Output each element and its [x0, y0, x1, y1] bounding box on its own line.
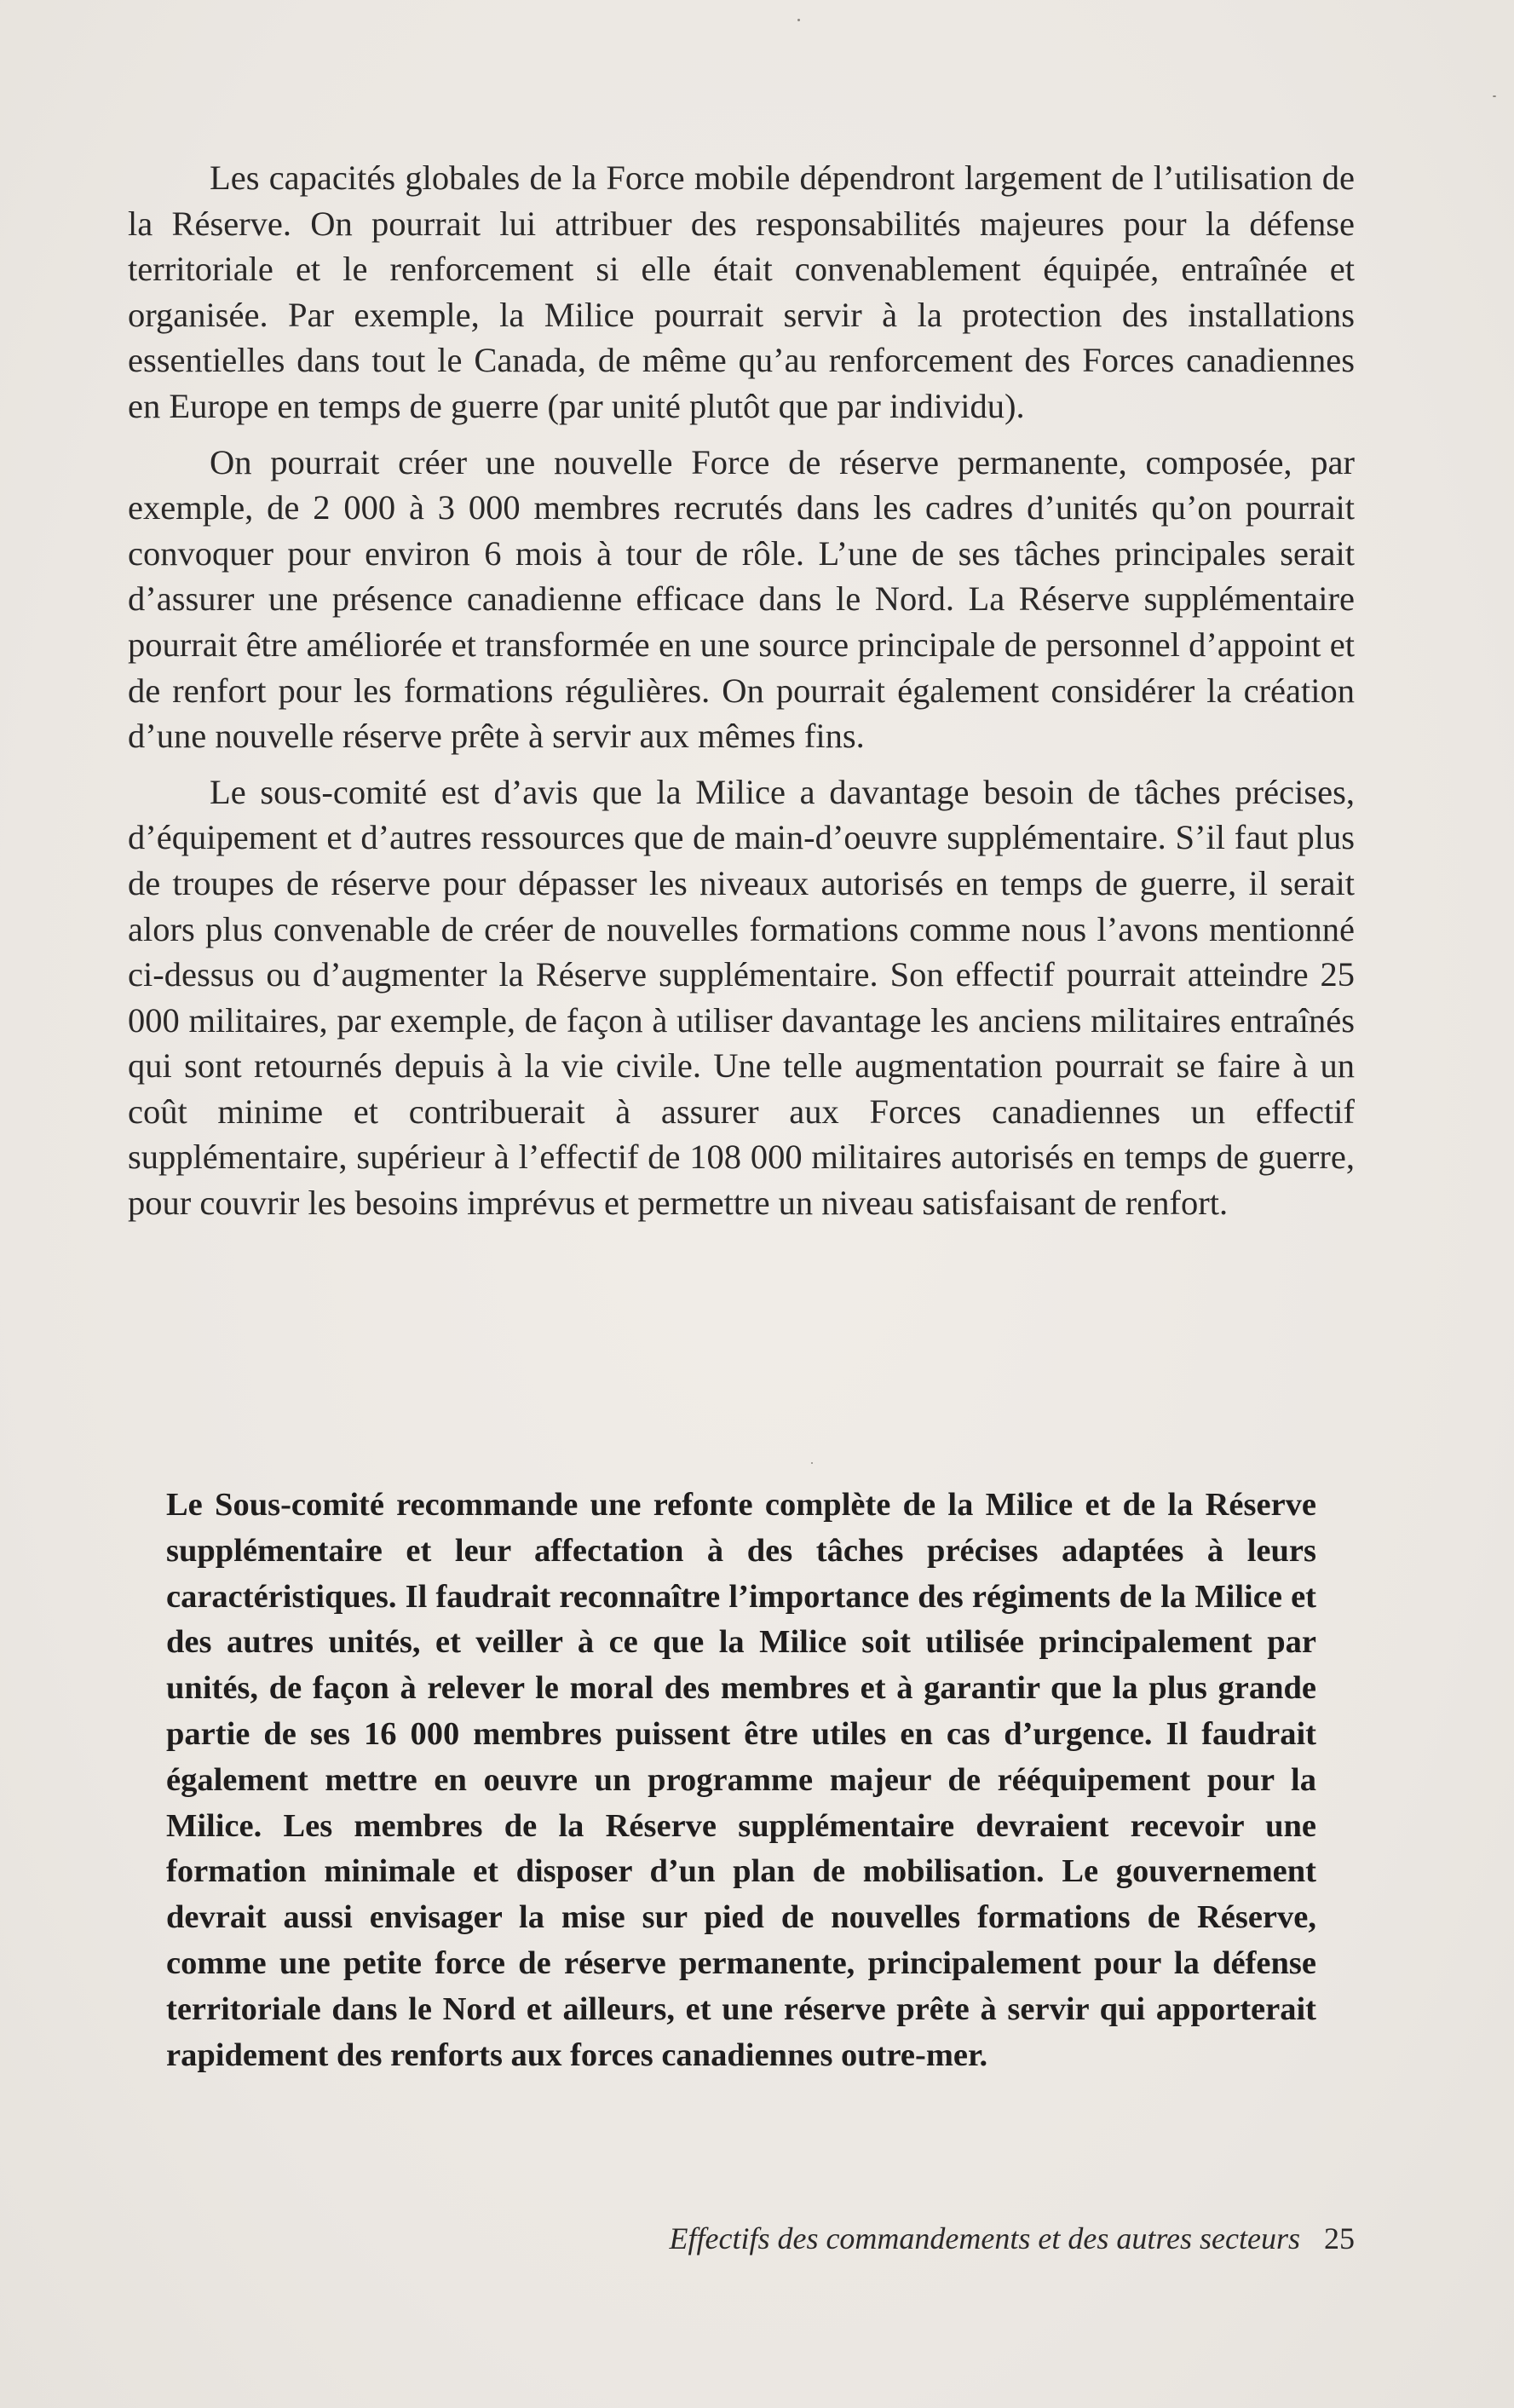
- page-number: 25: [1324, 2221, 1355, 2255]
- body-text: [128, 155, 1355, 1226]
- paragraph-militia-needs: Le sous-comité est d’avis que la Milice a davantage besoin de tâches précises, d’équipement et d’autres ressources que de main-d’oeuvre supplémentaire. S’il faut plus de troupes de réserve pour dépasser les niveaux autorisés en temps de guerre, il serait alors plus convenable de créer de nouvelles formations comme nous l’avons mentionné ci-dessus ou d’augmenter la Réserve supplémentaire. Son effectif pourrait atteindre 25 000 militaires, par exemple, de façon à utiliser davantage les anciens militaires entraînés qui sont retournés depuis à la vie civile. Une telle augmentation pourrait se faire à un coût minime et contribuerait à assurer aux Forces canadiennes un effectif supplémentaire, supérieur à l’effectif de 108 000 militaires autorisés en temps de guerre, pour couvrir les besoins imprévus et permettre un niveau satisfaisant de renfort.: [128, 772, 1355, 1223]
- paragraph-reserve-capacities: Les capacités globales de la Force mobile dépendront largement de l’utilisation de la Réserve. On pourrait lui attribuer des responsabilités majeures pour la défense territoriale et le renforcement si elle était convenablement équipée, entraînée et organisée. Par exemple, la Milice pourrait servir à la protection des installations essentielles dans tout le Canada, de même qu’au renforcement des Forces canadiennes en Europe en temps de guerre (par unité plutôt que par individu).: [128, 158, 1355, 425]
- page-footer: [0, 2217, 1355, 2260]
- paper-speck: [811, 1462, 813, 1464]
- paper-speck: [797, 19, 800, 21]
- paper-speck: [1493, 95, 1496, 97]
- running-title: Effectifs des commandements et des autres secteurs: [669, 2221, 1300, 2255]
- paragraph-permanent-reserve-force: On pourrait créer une nouvelle Force de réserve permanente, composée, par exemple, de 2 000 à 3 000 membres recrutés dans les cadres d’unités qu’on pourrait convoquer pour environ 6 mois à tour de rôle. L’une de ses tâches principales serait d’assurer une présence canadienne efficace dans le Nord. La Réserve supplémentaire pourrait être améliorée et transformée en une source principale de personnel d’appoint et de renfort pour les formations régulières. On pourrait également considérer la création d’une nouvelle réserve prête à servir aux mêmes fins.: [128, 442, 1355, 756]
- subcommittee-recommendation: Le Sous-comité recommande une refonte complète de la Milice et de la Réserve supplémentaire et leur affectation à des tâches précises adaptées à leurs caractéristiques. Il faudrait reconnaître l’importance des régiments de la Milice et des autres unités, et veiller à ce que la Milice soit utilisée principalement par unités, de façon à relever le moral des membres et à garantir que la plus grande partie de ses 16 000 membres puissent être utiles en cas d’urgence. Il faudrait également mettre en oeuvre un programme majeur de rééquipement pour la Milice. Les membres de la Réserve supplémentaire devraient recevoir une formation minimale et disposer d’un plan de mobilisation. Le gouvernement devrait aussi envisager la mise sur pied de nouvelles formations de Réserve, comme une petite force de réserve permanente, principalement pour la défense territoriale dans le Nord et ailleurs, et une réserve prête à servir qui apporterait rapidement des renforts aux forces canadiennes outre-mer.: [166, 1487, 1316, 2073]
